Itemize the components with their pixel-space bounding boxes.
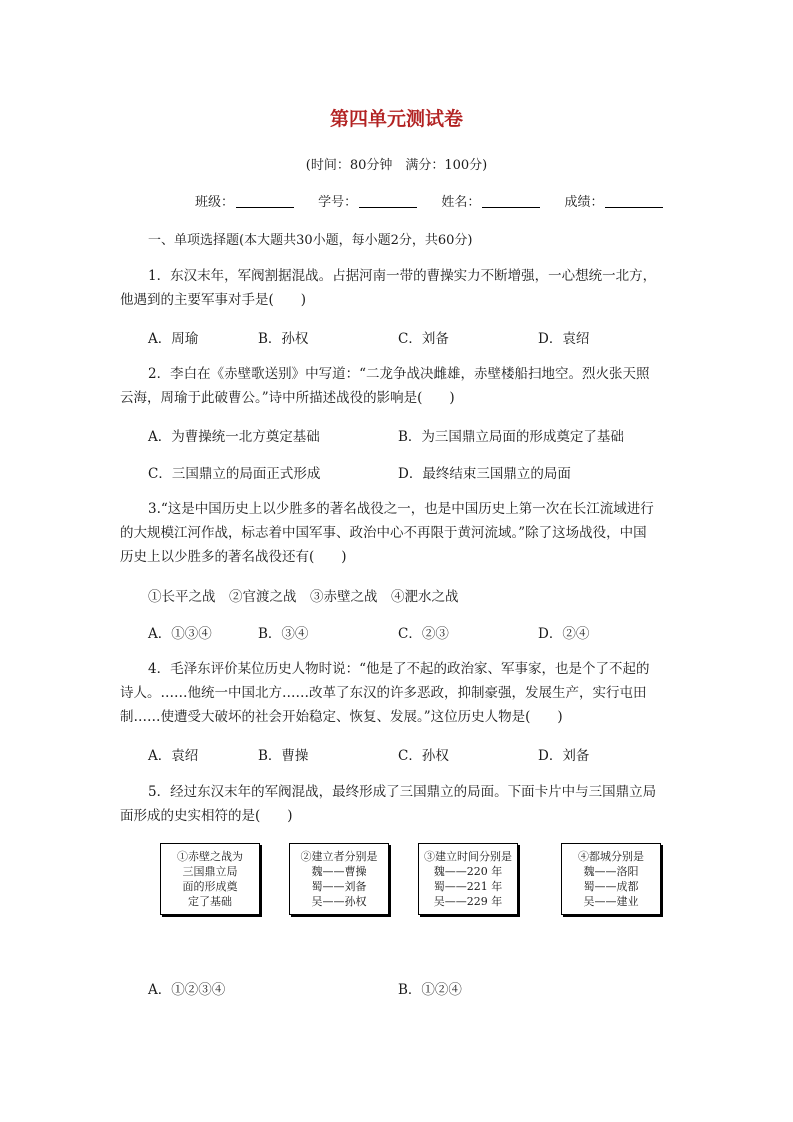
q5-line1: 5．经过东汉末年的军阀混战，最终形成了三国鼎立的局面。下面卡片中与三国鼎立局 [148, 784, 657, 800]
card-line: 蜀——221 年 [433, 880, 503, 893]
q4-option-c[interactable]: C．孙权 [398, 748, 449, 764]
q3-line2: 的大规模江河作战，标志着中国军事、政治中心不再限于黄河流域。”除了这场战役，中国 [120, 525, 647, 541]
q3-option-c[interactable]: C．②③ [398, 626, 449, 642]
q3-items: ①长平之战 ②官渡之战 ③赤壁之战 ④淝水之战 [148, 589, 459, 605]
card-line: ②建立者分别是 [300, 850, 378, 863]
q3-option-a[interactable]: A．①③④ [148, 626, 212, 642]
card-line: ①赤壁之战为 [177, 850, 243, 863]
card-line: 蜀——成都 [583, 880, 639, 893]
q2-option-a[interactable]: A．为曹操统一北方奠定基础 [148, 429, 320, 445]
q4-option-a[interactable]: A．袁绍 [148, 748, 199, 764]
q2-line2: 云海，周瑜于此破曹公。”诗中所描述战役的影响是( ) [120, 390, 455, 406]
q4-line1: 4．毛泽东评价某位历史人物时说：“他是了不起的政治家、军事家，也是个了不起的 [148, 661, 650, 677]
q3-option-d[interactable]: D．②④ [538, 626, 590, 642]
exam-subtitle: (时间：80分钟 满分：100分) [305, 158, 488, 173]
student-info-row [195, 191, 683, 210]
score-field[interactable]: 成绩： [564, 195, 663, 210]
card-line: 蜀——刘备 [311, 880, 367, 893]
card-line: 面的形成奠 [182, 880, 238, 893]
student-no-field[interactable]: 学号： [318, 195, 417, 210]
q1-option-b[interactable]: B．孙权 [258, 331, 309, 347]
q5-card-1 [160, 843, 260, 915]
section-title: 一、单项选择题(本大题共30小题，每小题2分，共60分) [148, 233, 473, 248]
q3-line3: 历史上以少胜多的著名战役还有( ) [120, 549, 347, 565]
card-line: ④都城分别是 [578, 850, 644, 863]
q4-option-d[interactable]: D．刘备 [538, 748, 590, 764]
page-title: 第四单元测试卷 [329, 108, 463, 130]
q5-card-3 [418, 843, 518, 915]
q5-line2: 面形成的史实相符的是( ) [120, 808, 293, 824]
card-line: 吴——建业 [583, 895, 639, 908]
q2-option-c[interactable]: C．三国鼎立的局面正式形成 [148, 466, 321, 482]
name-field[interactable]: 姓名： [441, 195, 540, 210]
q5-option-a[interactable]: A．①②③④ [148, 982, 226, 998]
card-line: 魏——220 年 [433, 865, 503, 878]
q4-line3: 制……使遭受大破坏的社会开始稳定、恢复、发展。”这位历史人物是( ) [120, 709, 563, 725]
q3-line1: 3.“这是中国历史上以少胜多的著名战役之一，也是中国历史上第一次在长江流域进行 [148, 501, 654, 517]
card-line: ③建立时间分别是 [424, 850, 512, 863]
q1-line2: 他遇到的主要军事对手是( ) [120, 292, 307, 308]
card-line: 魏——洛阳 [583, 865, 639, 878]
card-line: 魏——曹操 [311, 865, 367, 878]
q5-card-2 [289, 843, 389, 915]
q1-option-d[interactable]: D．袁绍 [538, 331, 590, 347]
card-line: 定了基础 [188, 895, 232, 908]
q3-option-b[interactable]: B．③④ [258, 626, 309, 642]
q1-option-c[interactable]: C．刘备 [398, 331, 449, 347]
q4-line2: 诗人。……他统一中国北方……改革了东汉的许多恶政，抑制豪强，发展生产，实行屯田 [120, 685, 647, 701]
card-line: 吴——孙权 [311, 895, 367, 908]
q1-option-a[interactable]: A．周瑜 [148, 331, 199, 347]
q2-line1: 2．李白在《赤壁歌送别》中写道：“二龙争战决雌雄，赤壁楼船扫地空。烈火张天照 [148, 366, 650, 382]
card-line: 三国鼎立局 [182, 865, 238, 878]
q1-line1: 1．东汉末年，军阀割据混战。占据河南一带的曹操实力不断增强，一心想统一北方， [148, 268, 657, 284]
q5-option-b[interactable]: B．①②④ [398, 982, 462, 998]
q5-card-4 [561, 843, 661, 915]
q2-option-d[interactable]: D．最终结束三国鼎立的局面 [398, 466, 571, 482]
class-field[interactable]: 班级： [195, 195, 294, 210]
card-line: 吴——229 年 [433, 895, 503, 908]
q4-option-b[interactable]: B．曹操 [258, 748, 309, 764]
q2-option-b[interactable]: B．为三国鼎立局面的形成奠定了基础 [398, 429, 624, 445]
